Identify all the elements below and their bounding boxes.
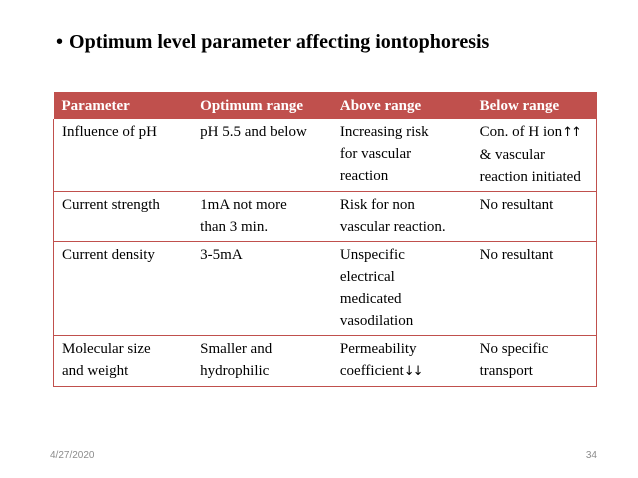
cell-text: Smaller and — [200, 341, 273, 357]
bullet-icon: • — [56, 31, 64, 53]
cell-text: Permeability — [339, 341, 417, 357]
table-row — [54, 119, 597, 192]
page-number: 34 — [585, 450, 597, 461]
cell-optimum — [192, 192, 332, 242]
down-arrows-icon: ↓↓ — [403, 364, 422, 379]
cell-below — [472, 192, 597, 242]
footer-date: 4/27/2020 — [50, 450, 95, 461]
cell-text: Current strength — [62, 197, 160, 213]
header-parameter: Parameter — [54, 92, 193, 119]
cell-text: Risk for non — [339, 197, 415, 213]
up-arrows-icon: ↑↑ — [562, 125, 580, 140]
cell-below — [472, 242, 597, 336]
cell-text: reaction — [339, 168, 389, 184]
cell-text: Molecular size — [62, 341, 151, 357]
cell-text: Current density — [62, 247, 155, 263]
cell-optimum — [192, 336, 332, 387]
cell-text: 3-5mA — [200, 247, 243, 263]
cell-text: & vascular — [479, 147, 545, 163]
table-header-row — [54, 92, 597, 119]
cell-text: and weight — [62, 363, 129, 379]
cell-text-line — [340, 360, 468, 383]
cell-below — [472, 336, 597, 387]
cell-text: pH 5.5 and below — [200, 124, 307, 140]
cell-text: No resultant — [479, 247, 554, 263]
cell-above — [332, 119, 472, 192]
cell-text: No resultant — [479, 197, 554, 213]
table-row — [54, 336, 597, 387]
cell-text: vascular reaction. — [339, 219, 446, 235]
cell-optimum — [192, 242, 332, 336]
cell-text: Influence of pH — [62, 124, 157, 140]
cell-above — [332, 336, 472, 387]
cell-text: Unspecific — [339, 247, 405, 263]
title-text: Optimum level parameter affecting iontophoresis — [69, 31, 490, 53]
cell-text: for vascular — [339, 146, 412, 162]
table-row — [54, 242, 597, 336]
header-above-range: Above range — [332, 92, 472, 119]
parameter-table — [53, 92, 597, 387]
slide-title — [56, 28, 489, 56]
cell-text: 1mA not more — [200, 197, 287, 213]
cell-text: transport — [479, 363, 533, 379]
cell-text: vasodilation — [339, 313, 414, 329]
table-row — [54, 192, 597, 242]
cell-text: No specific — [479, 341, 549, 357]
cell-below — [472, 119, 597, 192]
cell-text: hydrophilic — [200, 363, 270, 379]
header-below-range: Below range — [472, 92, 597, 119]
cell-above — [332, 192, 472, 242]
cell-text: medicated — [339, 291, 402, 307]
cell-text-line — [480, 121, 592, 144]
cell-text: Increasing risk — [339, 124, 429, 140]
cell-optimum — [192, 119, 332, 192]
cell-parameter — [54, 192, 193, 242]
cell-text: Con. of H ion — [479, 124, 563, 140]
cell-text: coefficient — [339, 363, 404, 379]
cell-above — [332, 242, 472, 336]
cell-text: electrical — [339, 269, 395, 285]
cell-parameter — [54, 242, 193, 336]
header-optimum-range: Optimum range — [192, 92, 332, 119]
cell-text: reaction initiated — [479, 169, 581, 185]
cell-text: than 3 min. — [200, 219, 269, 235]
cell-parameter — [54, 336, 193, 387]
cell-parameter — [54, 119, 193, 192]
